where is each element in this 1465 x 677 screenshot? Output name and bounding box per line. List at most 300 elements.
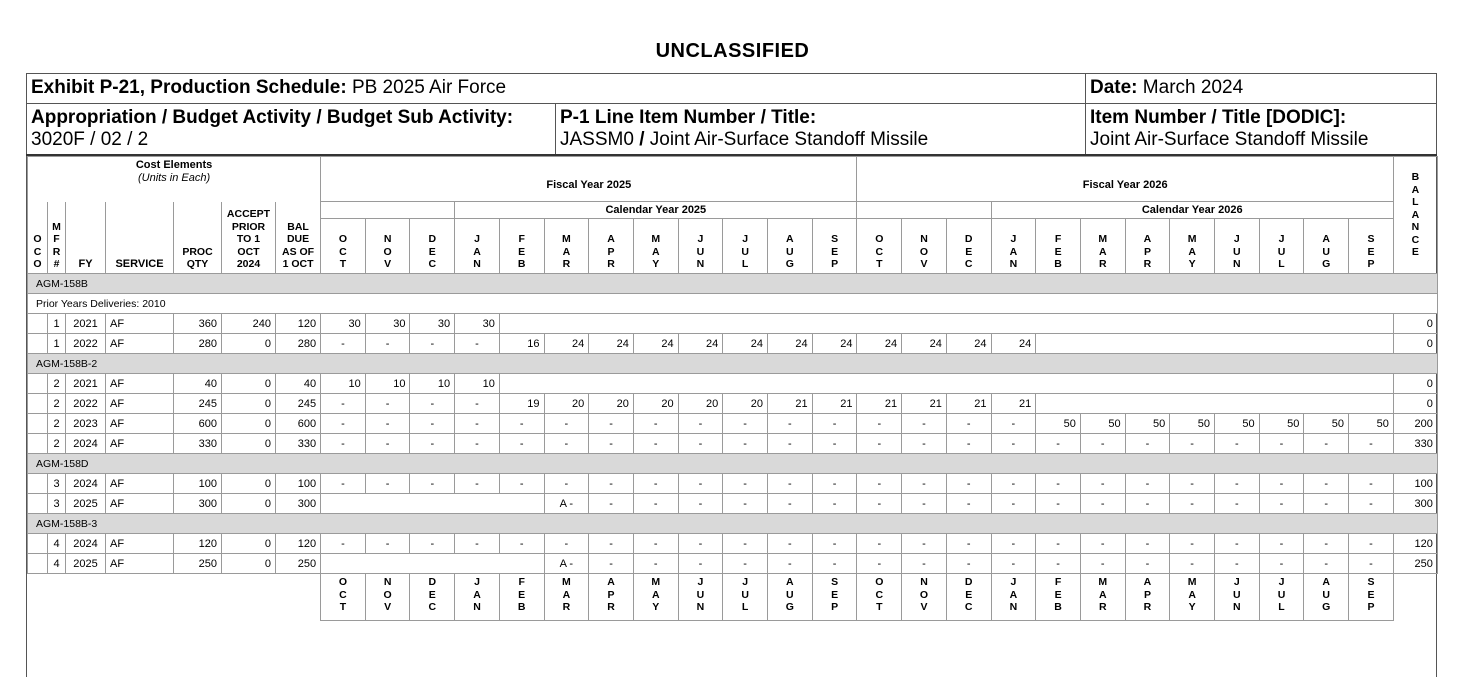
balance-cell: 0: [1393, 334, 1437, 354]
month-cell: 20: [633, 394, 678, 414]
month-cell: 24: [857, 334, 902, 354]
header-letter: M: [651, 233, 661, 246]
month-cell: -: [499, 534, 544, 554]
oco-cell: [28, 434, 48, 454]
month-header: [589, 219, 634, 274]
header-letter: J: [1278, 233, 1285, 246]
month-header: [1170, 219, 1215, 274]
month-cell: -: [1349, 474, 1394, 494]
month-footer: [1304, 574, 1349, 621]
p1-title: Joint Air-Surface Standoff Missile: [649, 129, 929, 150]
month-cell: -: [946, 434, 991, 454]
header-letter: M: [1098, 233, 1108, 246]
header-letter: R: [52, 245, 61, 258]
header-letter: PRIOR: [231, 220, 266, 233]
item-value: Joint Air-Surface Standoff Missile: [1090, 129, 1369, 150]
balance-cell: 120: [1393, 534, 1437, 554]
header-letter: OCT: [237, 245, 260, 258]
service-cell: AF: [106, 414, 174, 434]
month-cell: 19: [499, 394, 544, 414]
header-letter: F: [1054, 576, 1062, 588]
month-cell: -: [410, 334, 455, 354]
mfr-cell: 3: [48, 494, 66, 514]
month-cell: 50: [1125, 414, 1170, 434]
header-letter: A: [1009, 245, 1018, 258]
month-cell: -: [365, 334, 410, 354]
month-cell: -: [544, 534, 589, 554]
header-letter: A: [1322, 576, 1330, 588]
header-letter: U: [786, 588, 794, 601]
header-letter: N: [1009, 601, 1018, 614]
header-letter: T: [876, 601, 883, 614]
header-letter: O: [383, 588, 392, 601]
month-cell: -: [1349, 494, 1394, 514]
bal-due-cell: 280: [276, 334, 321, 354]
month-cell: -: [946, 534, 991, 554]
header-letter: U: [741, 588, 749, 601]
header-letter: BAL: [287, 220, 309, 233]
header-letter: O: [875, 233, 884, 246]
month-cell: 50: [1036, 414, 1081, 434]
month-cell: 50: [1304, 414, 1349, 434]
month-header: [544, 219, 589, 274]
month-cell: 21: [902, 394, 947, 414]
header-letter: M: [52, 220, 61, 233]
month-cell: -: [365, 394, 410, 414]
header-letter: P: [607, 588, 615, 601]
month-cell: 30: [321, 314, 366, 334]
header-letter: M: [651, 576, 661, 588]
cost-elements-header: [28, 157, 321, 202]
header-letter: V: [920, 258, 928, 271]
header-letter: C: [1411, 233, 1420, 246]
header-letter: S: [831, 576, 839, 588]
month-cell: 30: [455, 314, 500, 334]
month-cell: 20: [544, 394, 589, 414]
header-letter: M: [1187, 233, 1197, 246]
month-cell: -: [723, 474, 768, 494]
month-cell: -: [1214, 434, 1259, 454]
month-cell: -: [902, 534, 947, 554]
month-footer: [1080, 574, 1125, 621]
proc-qty-cell: 120: [174, 534, 222, 554]
month-cell: 24: [812, 334, 857, 354]
blank-span: [499, 314, 1393, 334]
month-cell: -: [321, 394, 366, 414]
bal-due-cell: 300: [276, 494, 321, 514]
mfr-cell: 4: [48, 534, 66, 554]
month-cell: -: [633, 554, 678, 574]
fy-cell: 2025: [66, 494, 106, 514]
month-header: [1349, 219, 1394, 274]
balance-cell: 300: [1393, 494, 1437, 514]
month-footer: [455, 574, 500, 621]
month-footer: [499, 574, 544, 621]
header-letter: N: [696, 601, 705, 614]
fy-cell: 2022: [66, 334, 106, 354]
header-letter: G: [1322, 601, 1331, 614]
month-cell: -: [857, 534, 902, 554]
header-letter: R: [1098, 601, 1107, 614]
header-letter: L: [1412, 196, 1419, 209]
fy-cell: 2021: [66, 374, 106, 394]
month-cell: 20: [723, 394, 768, 414]
month-header: [812, 219, 857, 274]
header-letter: J: [1278, 576, 1285, 588]
month-cell: -: [1170, 494, 1215, 514]
oco-cell: [28, 374, 48, 394]
month-cell: -: [1304, 494, 1349, 514]
month-cell: -: [321, 474, 366, 494]
mfr-cell: 2: [48, 414, 66, 434]
month-header: [321, 219, 366, 274]
header-letter: A: [1411, 208, 1420, 221]
month-cell: -: [767, 414, 812, 434]
header-letter: E: [1367, 245, 1375, 258]
month-cell: 21: [946, 394, 991, 414]
header-letter: P: [831, 258, 839, 271]
month-cell: -: [812, 554, 857, 574]
header-letter: A: [607, 576, 615, 588]
table-row: [28, 554, 1438, 574]
header-letter: O: [33, 258, 42, 271]
blank-span: [321, 494, 544, 514]
header-letter: U: [1322, 588, 1330, 601]
header-letter: E: [1367, 588, 1375, 601]
month-cell: -: [991, 534, 1036, 554]
month-cell: -: [455, 334, 500, 354]
header-letter: O: [338, 233, 348, 246]
header-letter: #: [53, 258, 60, 271]
header-letter: J: [697, 576, 704, 588]
month-cell: -: [365, 534, 410, 554]
table-row: [28, 414, 1438, 434]
month-cell: 21: [812, 394, 857, 414]
fy-cell: 2021: [66, 314, 106, 334]
balance-cell: 330: [1393, 434, 1437, 454]
header-letter: J: [474, 233, 480, 246]
month-footer: [812, 574, 857, 621]
header-letter: A: [651, 588, 660, 601]
header-letter: P: [831, 601, 839, 614]
month-header: [499, 219, 544, 274]
header-letter: R: [607, 601, 615, 614]
service-cell: AF: [106, 434, 174, 454]
proc-qty-cell: 100: [174, 474, 222, 494]
proc-qty-cell: 300: [174, 494, 222, 514]
month-footer: [365, 574, 410, 621]
blank-span: [1036, 394, 1394, 414]
exhibit-value: PB 2025 Air Force: [351, 77, 507, 98]
proc-qty-header: [174, 202, 222, 274]
service-cell: AF: [106, 474, 174, 494]
month-footer: [1170, 574, 1215, 621]
p1-label: P-1 Line Item Number / Title:: [560, 107, 817, 128]
month-cell: 50: [1259, 414, 1304, 434]
month-cell: -: [455, 414, 500, 434]
header-letter: C: [964, 601, 973, 614]
header-letter: N: [383, 233, 392, 246]
header-letter: U: [696, 245, 705, 258]
header-letter: 2024: [236, 258, 261, 271]
month-cell: -: [1036, 554, 1081, 574]
month-footer: [1259, 574, 1304, 621]
accept-prior-cell: 0: [222, 474, 276, 494]
month-cell: -: [633, 494, 678, 514]
month-cell: -: [410, 534, 455, 554]
month-cell: -: [1036, 474, 1081, 494]
fiscal-year-2026-header: Fiscal Year 2026: [857, 157, 1393, 202]
balance-cell: 100: [1393, 474, 1437, 494]
production-schedule-table: [27, 156, 1438, 621]
item-field: [1090, 107, 1368, 151]
note-row: [28, 294, 1438, 314]
month-header: [1125, 219, 1170, 274]
header-letter: J: [1010, 233, 1017, 246]
bal-due-cell: 330: [276, 434, 321, 454]
month-cell: -: [857, 474, 902, 494]
header-letter: O: [383, 245, 392, 258]
header-letter: T: [339, 601, 347, 614]
month-cell: -: [678, 494, 723, 514]
header-letter: R: [562, 258, 571, 271]
month-cell: -: [767, 494, 812, 514]
month-header: [767, 219, 812, 274]
header-letter: R: [562, 601, 571, 614]
header-letter: O: [919, 245, 929, 258]
group-header-row: [28, 354, 1438, 374]
month-cell: -: [857, 494, 902, 514]
header-letter: J: [742, 233, 749, 246]
month-cell: -: [812, 474, 857, 494]
month-cell: -: [812, 494, 857, 514]
month-cell: -: [1080, 434, 1125, 454]
calendar-year-2025-header: Calendar Year 2025: [455, 202, 857, 219]
month-header: [1080, 219, 1125, 274]
header-letter: ACCEPT: [226, 208, 271, 221]
header-letter: N: [696, 258, 705, 271]
month-cell: -: [321, 414, 366, 434]
month-cell: -: [321, 434, 366, 454]
month-header: [1304, 219, 1349, 274]
header-letter: QTY: [186, 258, 209, 271]
month-cell: 24: [767, 334, 812, 354]
month-cell: -: [723, 534, 768, 554]
month-cell: -: [633, 534, 678, 554]
header-letter: P: [607, 245, 615, 258]
month-footer: [857, 574, 902, 621]
month-header: [455, 219, 500, 274]
blank-span: [321, 554, 544, 574]
header-letter: J: [1233, 233, 1240, 246]
header-letter: U: [1277, 588, 1286, 601]
month-cell: -: [633, 474, 678, 494]
header-letter: S: [831, 233, 839, 246]
mfr-cell: 2: [48, 434, 66, 454]
month-cell: -: [1214, 474, 1259, 494]
balance-cell: 0: [1393, 394, 1437, 414]
header-letter: U: [786, 245, 794, 258]
month-cell: -: [633, 414, 678, 434]
month-cell: -: [365, 414, 410, 434]
month-footer: [723, 574, 768, 621]
month-cell: 20: [589, 394, 634, 414]
month-cell: 21: [857, 394, 902, 414]
month-cell: -: [455, 434, 500, 454]
appropriation-value: 3020F / 02 / 2: [31, 129, 149, 150]
month-cell: -: [857, 434, 902, 454]
balance-cell: 200: [1393, 414, 1437, 434]
accept-prior-cell: 0: [222, 434, 276, 454]
header-letter: U: [1322, 245, 1330, 258]
accept-prior-cell: 0: [222, 554, 276, 574]
header-letter: R: [1098, 258, 1107, 271]
month-cell: -: [1125, 474, 1170, 494]
month-cell: -: [723, 414, 768, 434]
month-header: [1259, 219, 1304, 274]
table-row: [28, 534, 1438, 554]
oco-header: [28, 202, 48, 274]
month-cell: -: [1304, 434, 1349, 454]
month-cell: -: [723, 494, 768, 514]
month-cell: -: [946, 494, 991, 514]
month-header: [991, 219, 1036, 274]
month-footer: [1036, 574, 1081, 621]
month-cell: -: [1170, 554, 1215, 574]
blank-span: [1036, 334, 1394, 354]
month-cell: -: [589, 474, 634, 494]
month-cell: -: [410, 394, 455, 414]
month-cell: -: [1125, 494, 1170, 514]
month-cell: -: [678, 534, 723, 554]
units-label: (Units in Each): [137, 172, 211, 184]
month-cell: 24: [544, 334, 589, 354]
month-cell: -: [767, 534, 812, 554]
header-letter: E: [1054, 588, 1062, 601]
month-cell: -: [499, 434, 544, 454]
month-cell: -: [902, 474, 947, 494]
service-cell: AF: [106, 314, 174, 334]
appropriation-field: [31, 107, 513, 151]
header-letter: T: [339, 258, 347, 271]
header-letter: A: [562, 245, 571, 258]
footer-spacer-right: [1393, 574, 1437, 621]
month-cell: -: [589, 494, 634, 514]
mfr-cell: 1: [48, 314, 66, 334]
month-header: [857, 219, 902, 274]
month-cell: -: [1259, 474, 1304, 494]
month-cell: -: [589, 434, 634, 454]
header-letter: V: [384, 258, 392, 271]
month-footer: [1125, 574, 1170, 621]
month-cell: -: [1214, 534, 1259, 554]
header-letter: U: [1277, 245, 1286, 258]
oco-cell: [28, 394, 48, 414]
bal-due-cell: 120: [276, 534, 321, 554]
month-cell: -: [1080, 534, 1125, 554]
month-header: [1036, 219, 1081, 274]
date-value: March 2024: [1142, 77, 1244, 98]
date-field: [1090, 77, 1243, 99]
header-letter: C: [428, 601, 437, 614]
month-cell: -: [991, 554, 1036, 574]
header-letter: A: [473, 588, 481, 601]
header-letter: C: [33, 245, 42, 258]
month-cell: -: [321, 334, 366, 354]
month-cell: -: [678, 414, 723, 434]
header-letter: P: [1367, 601, 1375, 614]
header-letter: B: [517, 601, 526, 614]
header-letter: M: [562, 576, 571, 588]
month-cell: -: [1349, 554, 1394, 574]
group-header-row: [28, 514, 1438, 534]
header-letter: C: [428, 258, 437, 271]
oco-cell: [28, 474, 48, 494]
month-cell: A -: [544, 494, 589, 514]
month-cell: -: [1304, 534, 1349, 554]
table-row: [28, 374, 1438, 394]
header-letter: 1 OCT: [282, 258, 314, 271]
table-row: [28, 334, 1438, 354]
accept-prior-cell: 0: [222, 534, 276, 554]
fy-header: FY: [66, 202, 106, 274]
header-letter: G: [785, 258, 794, 271]
mfr-cell: 3: [48, 474, 66, 494]
accept-prior-cell: 0: [222, 414, 276, 434]
header-divider-right: [1085, 74, 1086, 154]
header-letter: J: [742, 576, 749, 588]
header-letter: O: [919, 588, 929, 601]
header-letter: M: [1098, 576, 1108, 588]
header-letter: DUE: [286, 233, 310, 246]
month-cell: -: [767, 474, 812, 494]
service-cell: AF: [106, 394, 174, 414]
blank-span: [499, 374, 1393, 394]
oco-cell: [28, 554, 48, 574]
fy-cell: 2024: [66, 434, 106, 454]
fy-cell: 2024: [66, 534, 106, 554]
header-divider: [26, 103, 1437, 104]
header-letter: N: [473, 601, 481, 614]
header-letter: T: [876, 258, 883, 271]
month-footer: [946, 574, 991, 621]
header-letter: E: [518, 588, 526, 601]
month-footer: [767, 574, 812, 621]
month-cell: -: [1036, 494, 1081, 514]
month-cell: -: [410, 434, 455, 454]
month-cell: 21: [991, 394, 1036, 414]
header-letter: J: [1233, 576, 1240, 588]
month-cell: -: [1036, 434, 1081, 454]
month-cell: -: [1080, 494, 1125, 514]
month-cell: -: [678, 474, 723, 494]
oco-cell: [28, 534, 48, 554]
month-cell: -: [857, 414, 902, 434]
month-cell: -: [902, 414, 947, 434]
balance-header: [1393, 157, 1437, 274]
month-cell: -: [365, 434, 410, 454]
month-cell: -: [1080, 554, 1125, 574]
header-letter: L: [741, 601, 749, 614]
header-letter: B: [1054, 258, 1062, 271]
fy-cell: 2024: [66, 474, 106, 494]
header-letter: U: [1233, 588, 1241, 601]
header-letter: D: [428, 576, 437, 588]
month-cell: -: [410, 474, 455, 494]
month-cell: 16: [499, 334, 544, 354]
month-cell: A -: [544, 554, 589, 574]
month-cell: -: [544, 434, 589, 454]
